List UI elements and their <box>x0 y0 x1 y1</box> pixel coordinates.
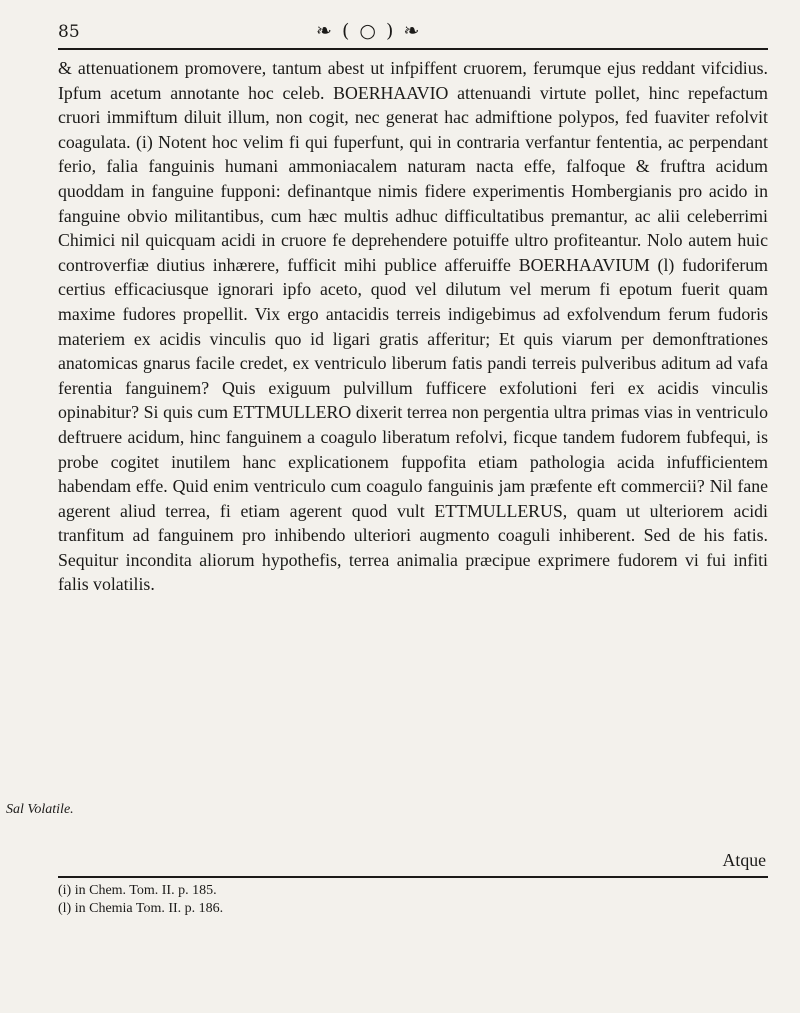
catchword: Atque <box>722 850 766 870</box>
main-paragraph: & attenuationem promovere, tantum abest ut infpiffent cruorem, ferumque ejus reddant vifcidius. Ipfum acetum annotante hoc celeb. BOERHAAVIO attenuandi virtute pollet, hinc repefactum cruori immiftum diluit illum, non cogit, nec generat hac admiftione polypos, fed fuaviter refolvit coagulata. (i) Notent hoc velim fi qui fuperfunt, qui in contraria verfantur fententia, ac perpendant ferio, falia fanguinis humani ammoniacalem naturam nacta effe, falfoque & fruftra acidum quoddam in fanguine fupponi: definantque nimis fidere experimentis Hombergianis pro acido in fanguine obvio militantibus, cum hæc multis adhuc difficultatibus premantur, ac alii celeberrimi Chimici nil quicquam acidi in cruore fe deprehendere potuiffe ultro profiteantur. Nolo autem huic controverfiæ diutius inhærere, fufficit mihi publice afferuiffe BOERHAAVIUM (l) fudoriferum certius efficaciusque ignorari ipfo aceto, quod vel dilutum vel merum fi epotum fuerit quam maxime fudores propellit. Vix ergo antacidis terreis indigebimus ad exfolvendum ferum fudoris materiem ex acidis vinculis quo id ligari gratis afferitur; Et quis viarum per demonftrationes anatomicas gnarus facile credet, ex ventriculo liberum fatis pandi terreis pulveribus aditum ad vafa ferentia fanguinem? Quis exiguum pulvillum fufficere exfolutioni feri ex acidis vinculis opinabitur? Si quis cum ETTMULLERO dixerit terrea non pergentia ultra primas vias in ventriculo deftruere acidum, hinc fanguinem a coagulo liberatum refolvi, ficque tandem fudorem fubfequi, is probe cogitet inutilem hanc explicationem fuppofita etiam pathologia acida infufficientem habendam effe. Quid enim ventriculo cum coagulo fanguinis jam præfente eft commercii? Nil fane agerent aliud terrea, fi etiam agerent quod vult ETTMULLERUS, quam ut ulteriorem acidi tranfitum ad fanguinem pro inhibendo ulteriori augmento coaguli inhiberent. Sed de his fatis. Sequitur incondita aliorum hypothefis, terrea animalia præcipue exprimere fudorem vi fui infiti falis volatilis. <box>58 58 768 595</box>
margin-note: Sal Volatile. <box>6 802 74 817</box>
header-ornament: ❧ ( ○ ) ❧ <box>316 20 422 42</box>
footnotes <box>58 882 558 918</box>
footnote-i: (i) in Chem. Tom. II. p. 185. <box>58 883 217 898</box>
footnote-divider <box>58 876 768 878</box>
page-number: 85 <box>58 22 80 42</box>
footnote-l: (l) in Chemia Tom. II. p. 186. <box>58 901 224 916</box>
page-header <box>58 20 768 50</box>
body-text <box>58 56 768 597</box>
